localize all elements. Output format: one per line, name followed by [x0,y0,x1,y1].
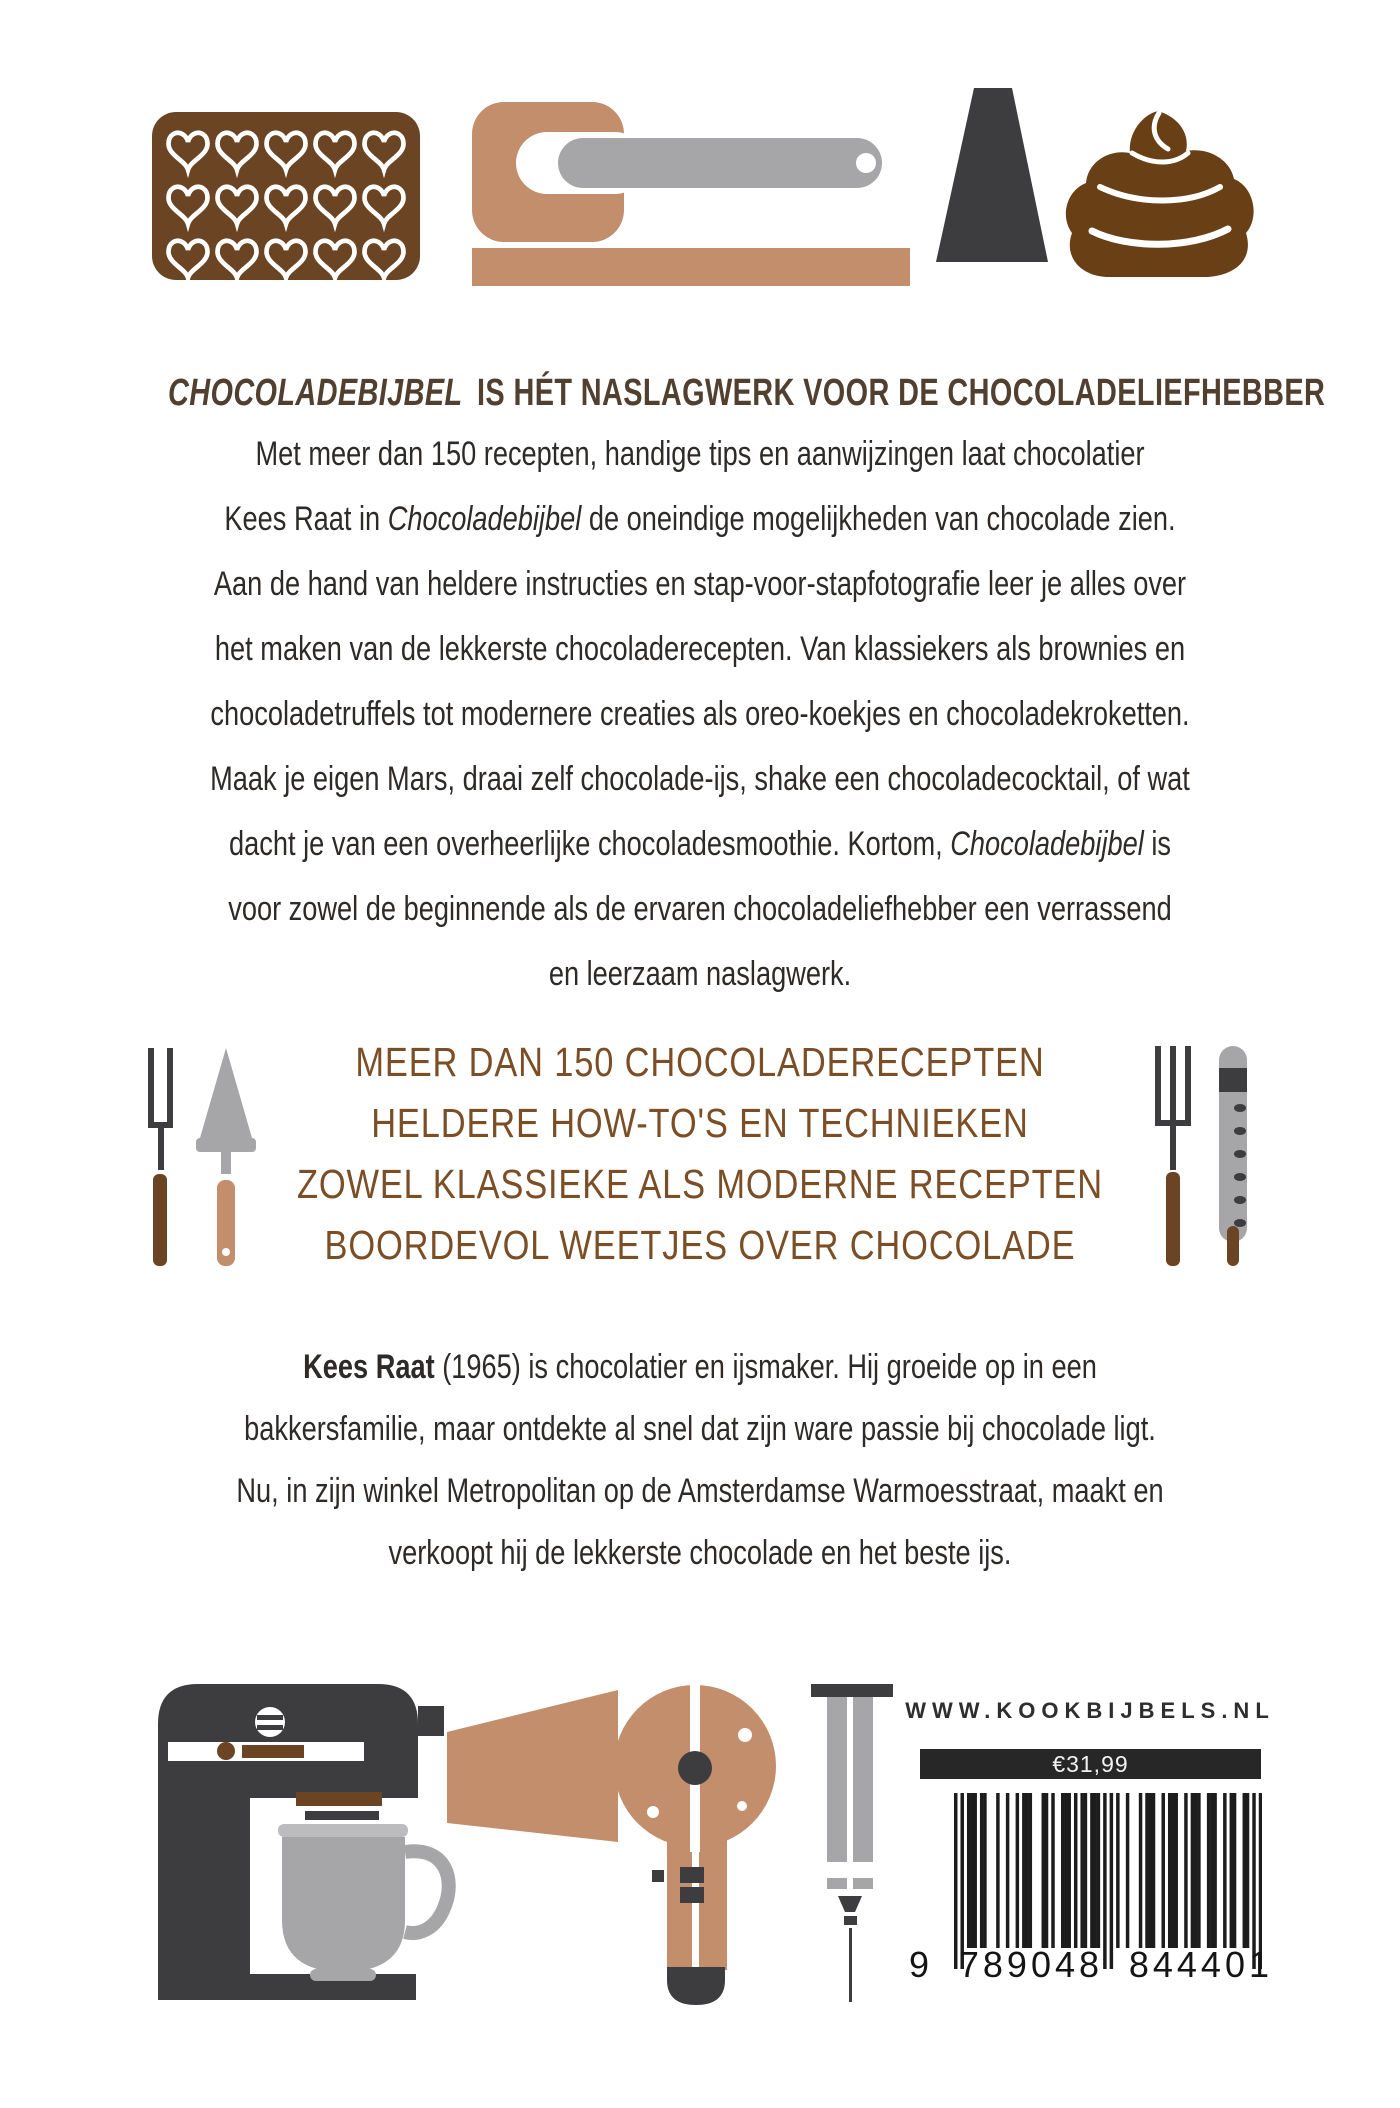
syringe-icon [805,1680,900,2005]
tagline-rest: IS HÉT NASLAGWERK VOOR DE CHOCOLADELIEFHEBBER [468,372,1326,414]
tagline-book-title: CHOCOLADEBIJBEL [168,372,463,414]
text-line: HELDERE HOW-TO'S EN TECHNIEKEN [371,1100,1029,1146]
frosting-swirl-icon [1058,98,1263,282]
text-line: Kees Raat (1965) is chocolatier en ijsmaker. Hij groeide op in een [303,1348,1097,1386]
intro-paragraph [140,422,1260,1007]
isbn-lead-digit: 9 [909,1944,934,1985]
text-line: het maken van de lekkerste chocoladerecepten. Van klassiekers als brownies en [214,630,1186,668]
chocolate-mold-icon [152,112,420,280]
text-line: Nu, in zijn winkel Metropolitan op de Amsterdamse Warmoesstraat, maakt en [236,1472,1164,1510]
text-line: ZOWEL KLASSIEKE ALS MODERNE RECEPTEN [296,1161,1103,1207]
publisher-website: WWW.KOOKBIJBELS.NL [905,1698,1275,1723]
text-line: voor zowel de beginnende als de ervaren chocoladeliefhebber een verrassend [228,890,1172,928]
heat-gun-icon [440,1680,790,2010]
text-line: dacht je van een overheerlijke chocoladesmoothie. Kortom, Chocoladebijbel is [229,825,1171,863]
dipping-fork-three-prong-icon [1155,1046,1255,1268]
text-line: en leerzaam naslagwerk. [548,955,852,993]
text-line: Kees Raat in Chocoladebijbel de oneindige mogelijkheden van chocolade zien. [224,500,1176,538]
text-line: Aan de hand van heldere instructies en stap-voor-stapfotografie leer je alles over [213,565,1187,603]
chocolate-scraper-icon [930,84,1055,266]
isbn-number [905,1944,1277,1986]
text-line: bakkersfamilie, maar ontdekte al snel dat zijn ware passie bij chocolade ligt. [244,1410,1156,1448]
isbn-group-1: 789048 [958,1944,1104,1985]
tagline [168,372,1326,415]
feature-list [112,1032,1288,1276]
isbn-group-2: 844401 [1128,1944,1273,1985]
price-value: €31,99 [1052,1751,1129,1777]
author-paragraph [140,1336,1260,1584]
text-line: chocoladetruffels tot modernere creaties als oreo-koekjes en chocoladekroketten. [210,695,1190,733]
thermometer-icon [1219,1046,1247,1266]
text-line: MEER DAN 150 CHOCOLADERECEPTEN [355,1039,1045,1085]
text-line: verkoopt hij de lekkerste chocolade en het beste ijs. [388,1534,1012,1572]
spatula-scraper-icon [472,96,912,288]
price-badge [920,1749,1261,1779]
text-line: Maak je eigen Mars, draai zelf chocolade-ijs, shake een chocoladecocktail, of wat [210,760,1190,798]
stand-mixer-icon [150,1680,470,2005]
text-line: Met meer dan 150 recepten, handige tips en aanwijzingen laat chocolatier [255,435,1145,473]
text-line: BOORDEVOL WEETJES OVER CHOCOLADE [324,1222,1076,1268]
